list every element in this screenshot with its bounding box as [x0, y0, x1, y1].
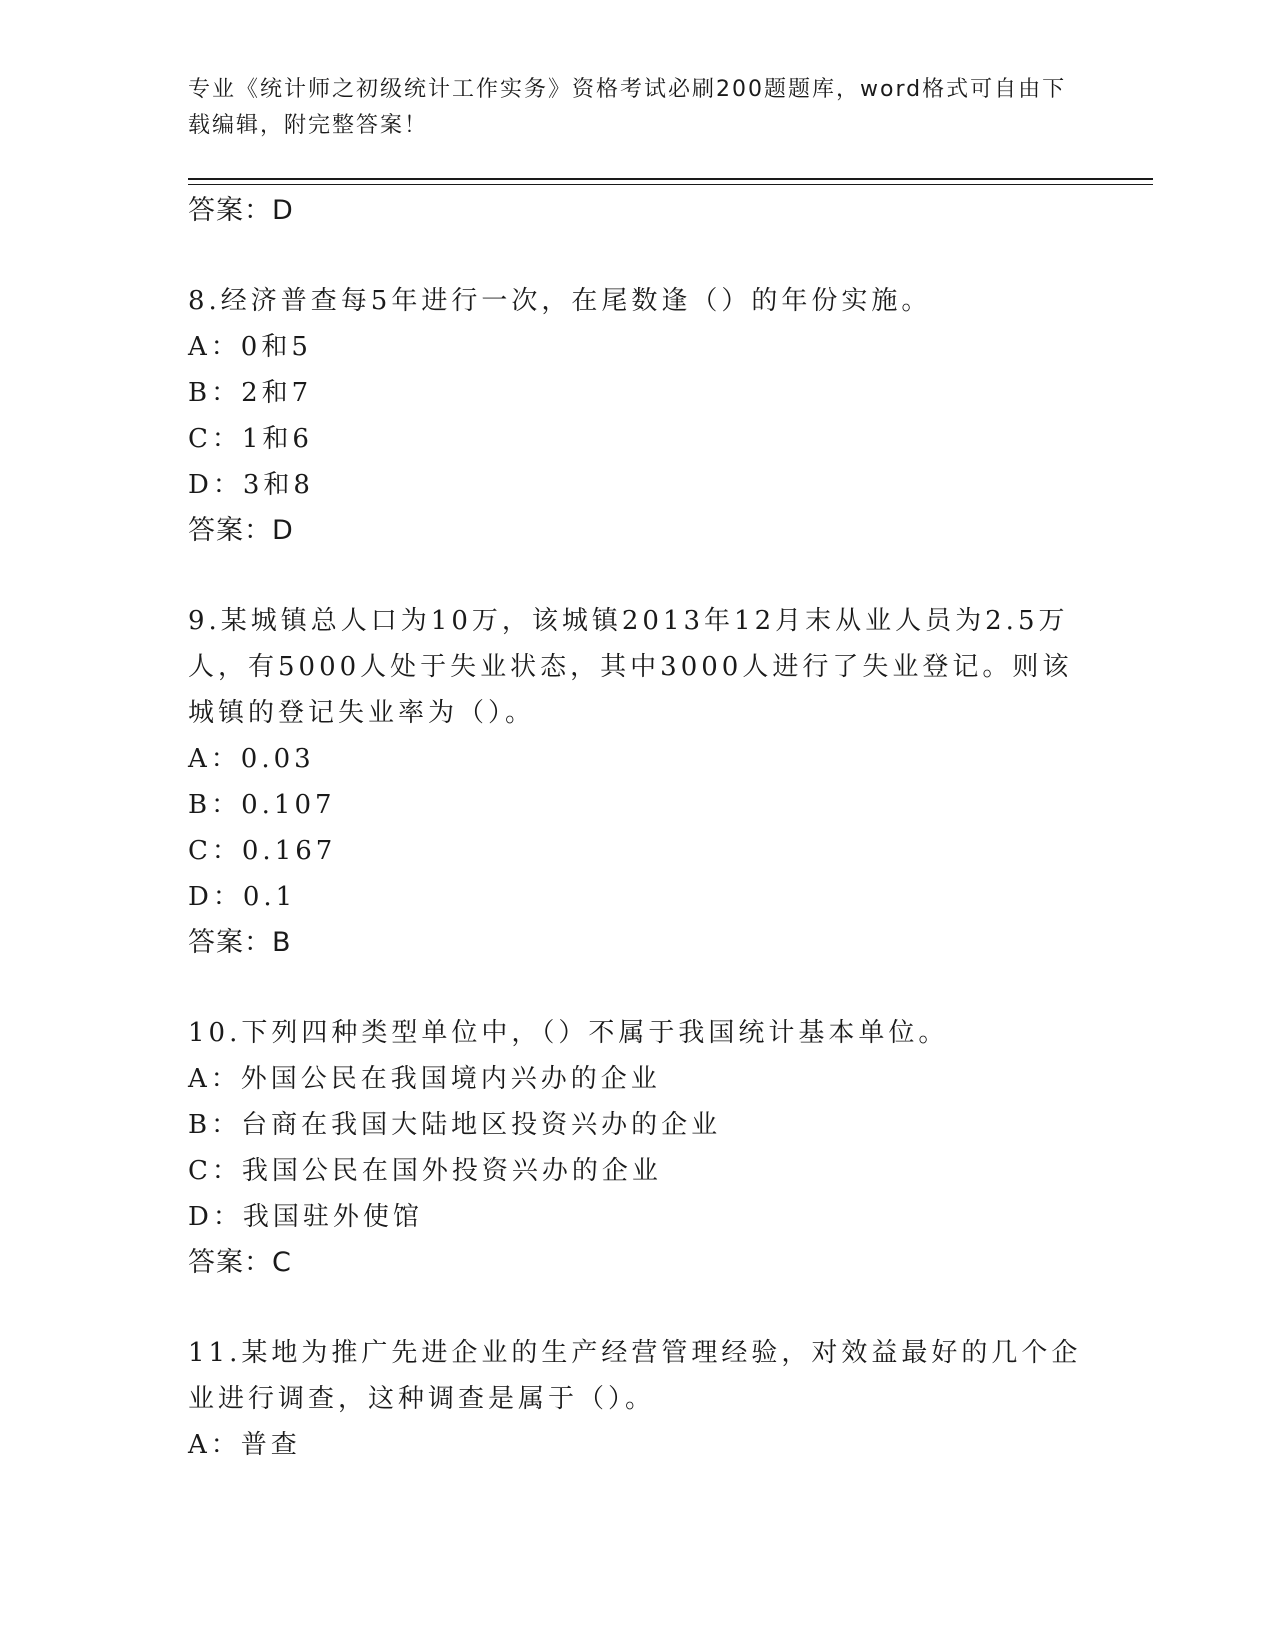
spacer [188, 966, 1088, 1010]
question-block [188, 278, 1088, 554]
answer-line: 答案：B [188, 927, 292, 958]
question-text: 8.经济普查每5年进行一次，在尾数逢（）的年份实施。 [188, 286, 932, 316]
header-divider-thick [188, 178, 1153, 180]
question-list [188, 188, 1088, 1468]
option-c: C：我国公民在国外投资兴办的企业 [188, 1156, 662, 1186]
option-c: C：1和6 [188, 424, 313, 454]
question-text: 9.某城镇总人口为10万，该城镇2013年12月末从业人员为2.5万人，有5000人处于失业状态，其中3000人进行了失业登记。则该城镇的登记失业率为（）。 [188, 606, 1073, 728]
option-b: B：2和7 [188, 378, 313, 408]
document-header: 专业《统计师之初级统计工作实务》资格考试必刷200题题库，word格式可自由下载编辑，附完整答案！ [188, 77, 1067, 138]
option-c: C：0.167 [188, 836, 337, 866]
question-text: 10.下列四种类型单位中，（）不属于我国统计基本单位。 [188, 1018, 949, 1048]
option-b: B：台商在我国大陆地区投资兴办的企业 [188, 1110, 722, 1140]
header-divider-thin [188, 184, 1153, 185]
answer-line: 答案：D [188, 515, 294, 546]
option-d: D：我国驻外使馆 [188, 1202, 423, 1232]
answer-line: 答案：C [188, 1247, 292, 1278]
question-text: 11.某地为推广先进企业的生产经营管理经验，对效益最好的几个企业进行调查，这种调查是属于（）。 [188, 1338, 1082, 1414]
option-a: A：外国公民在我国境内兴办的企业 [188, 1064, 661, 1094]
question-block [188, 1330, 1088, 1468]
question-block [188, 1010, 1088, 1286]
answer-line: 答案：D [188, 195, 294, 226]
option-d: D：3和8 [188, 470, 314, 500]
spacer [188, 554, 1088, 598]
option-a: A：普查 [188, 1430, 301, 1460]
option-b: B：0.107 [188, 790, 336, 820]
option-d: D：0.1 [188, 882, 297, 912]
spacer [188, 234, 1088, 278]
option-a: A：0和5 [188, 332, 312, 362]
option-a: A：0.03 [188, 744, 315, 774]
spacer [188, 1286, 1088, 1330]
question-block [188, 598, 1088, 966]
